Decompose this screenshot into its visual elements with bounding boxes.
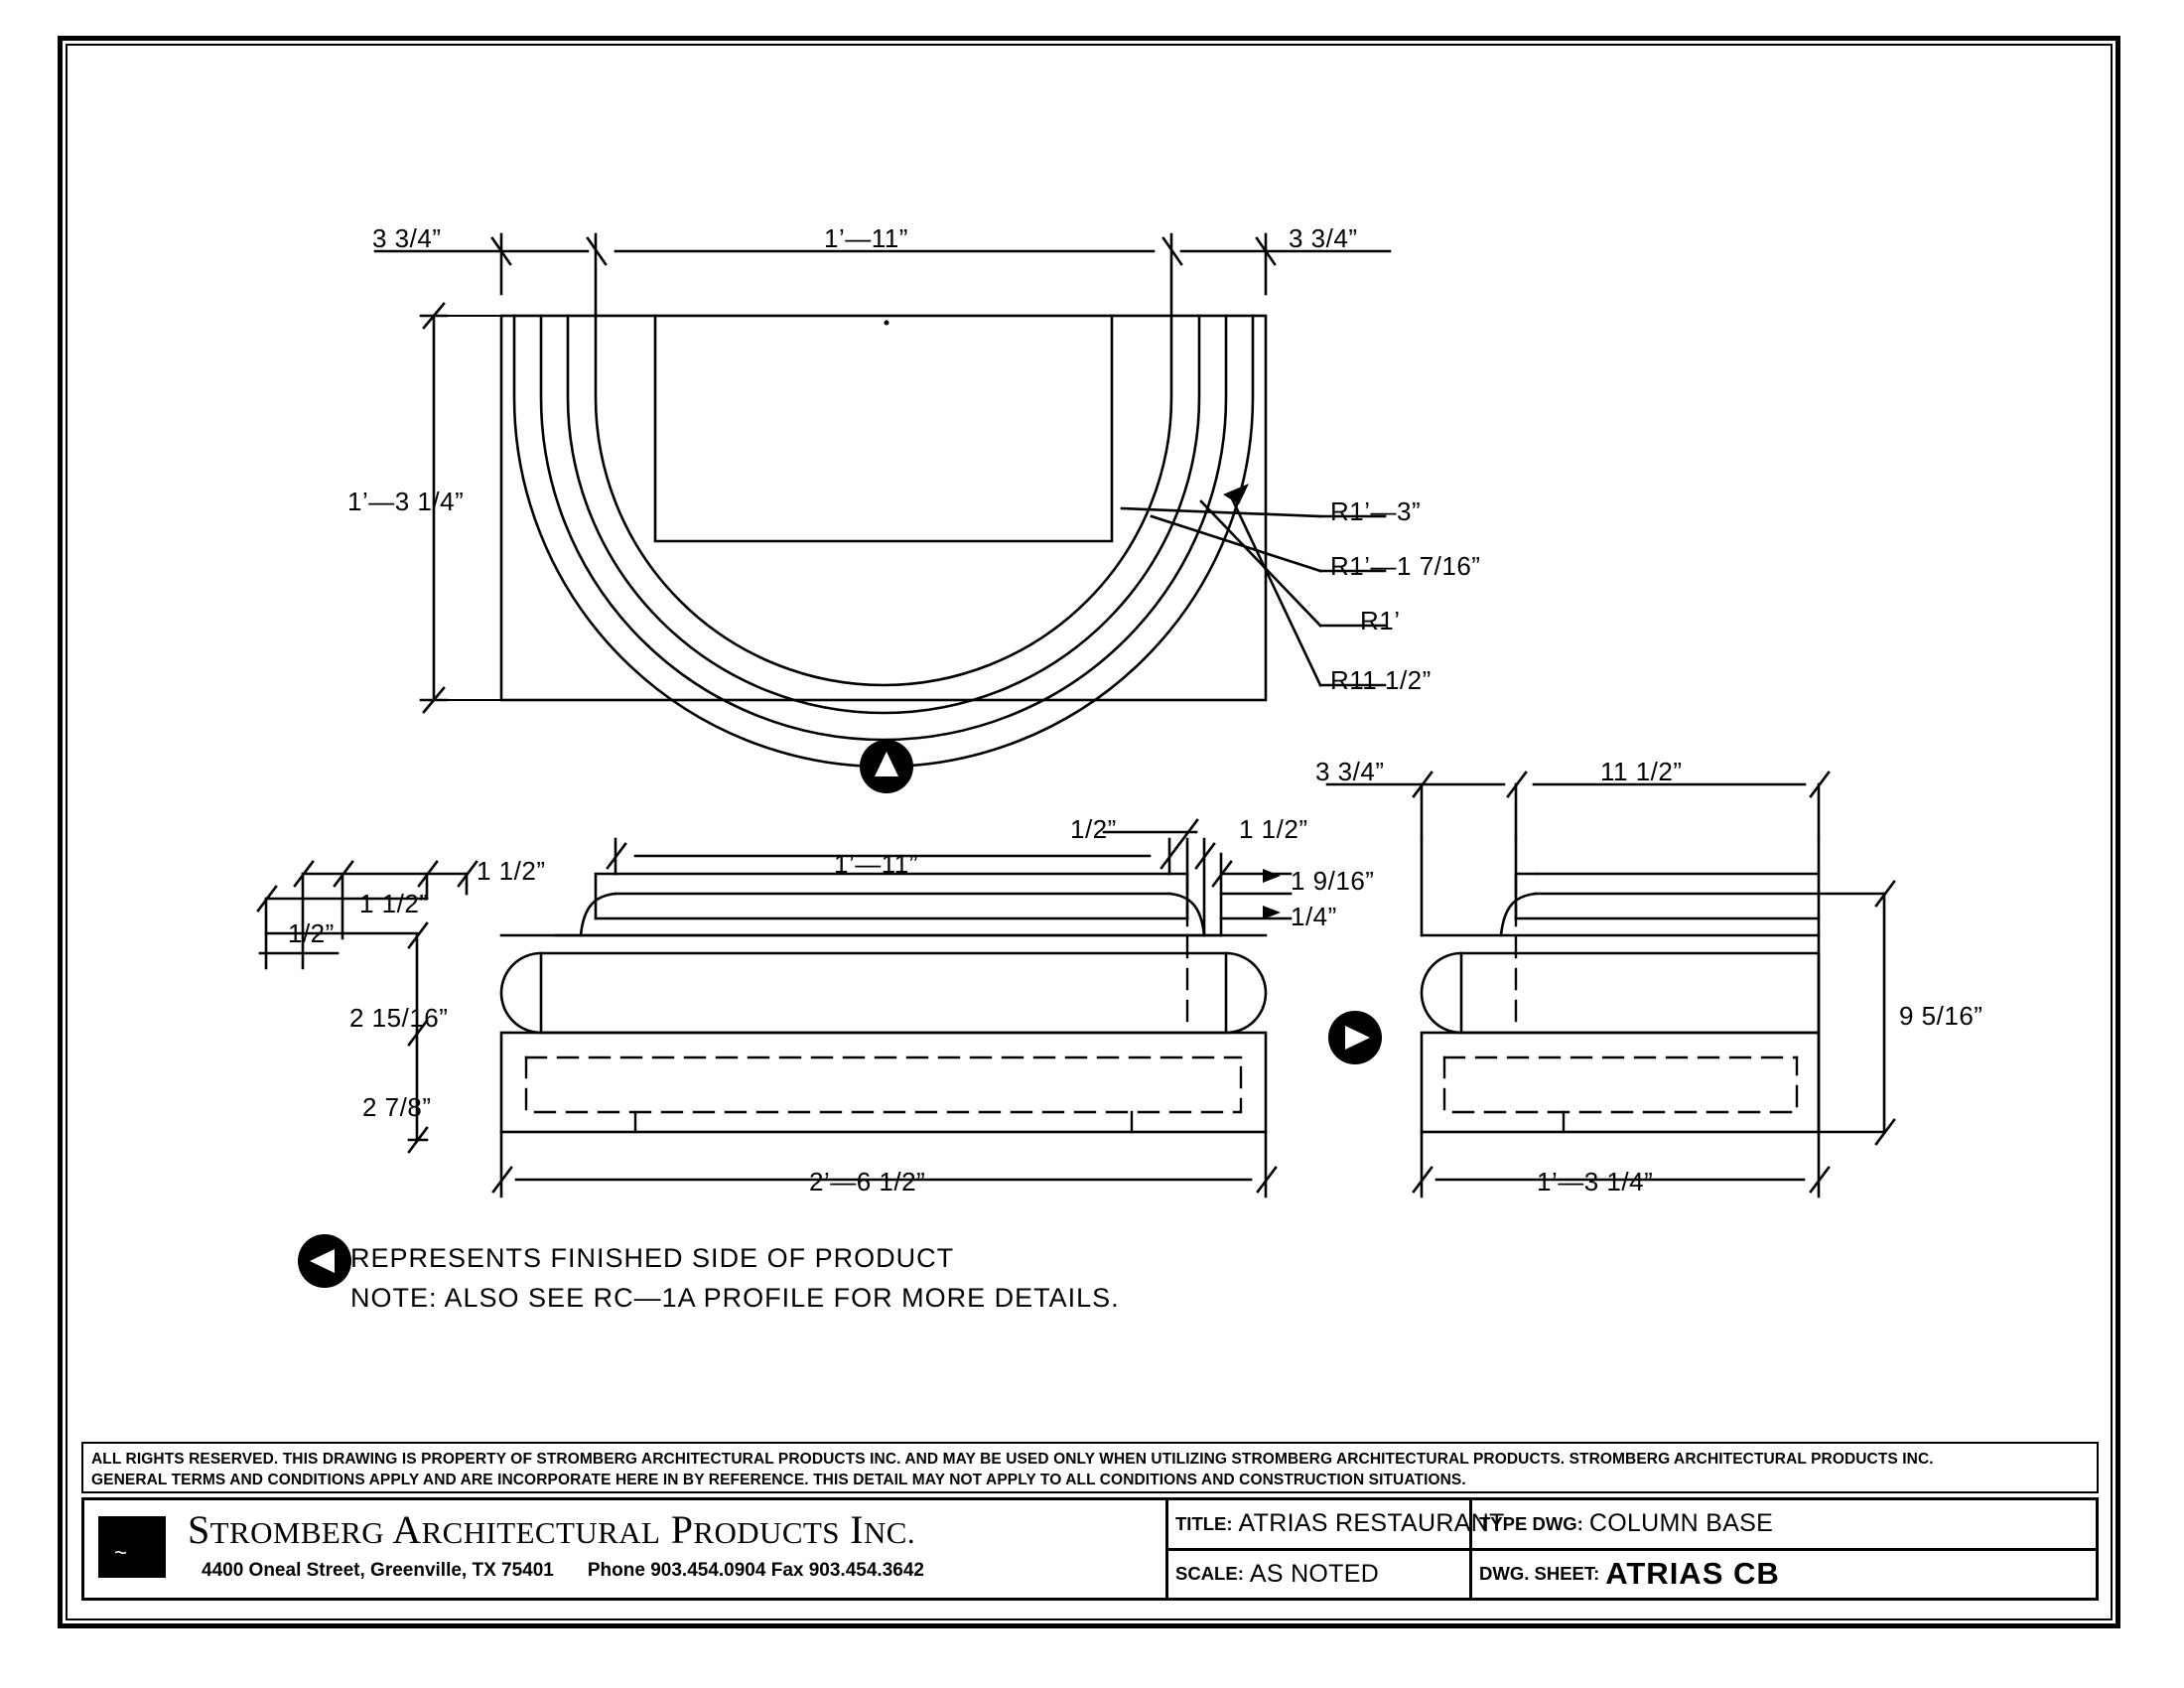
title-block [81, 1497, 2099, 1601]
logo-swoosh-icon: ~ [114, 1540, 127, 1565]
dim-section-top: 11 1/2” [1600, 757, 1683, 786]
dim-plan-width: 1’—11” [824, 223, 908, 253]
dim-section-height: 9 5/16” [1899, 1001, 1983, 1031]
dim-elev-right-a: 1/2” [1070, 814, 1117, 844]
finished-side-symbol-legend [298, 1234, 351, 1288]
dim-section-left-offset: 3 3/4” [1315, 757, 1385, 786]
finished-side-symbol-plan [860, 740, 913, 793]
dim-elev-right-d: 1/4” [1291, 902, 1337, 931]
company-contact [202, 1560, 924, 1582]
legal-line-1: ALL RIGHTS RESERVED. THIS DRAWING IS PROPERTY OF STROMBERG ARCHITECTURAL PRODUCTS INC. AND MAY BE USED ONLY WHEN UTILIZING STROMBERG ARCHITECTURAL PRODUCTS. STROMBERG ARCHITECTURAL PRODUCTS INC. [91, 1451, 1934, 1468]
field-sheet-value: ATRIAS CB [1605, 1556, 1780, 1592]
company-name [188, 1506, 915, 1553]
dim-radius-1: R1’—3” [1330, 496, 1422, 526]
dim-elev-overall-width: 2’—6 1/2” [809, 1167, 926, 1196]
company-name-part-7: I [839, 1507, 865, 1552]
company-name-part-1: S [188, 1507, 210, 1552]
title-block-fields [1168, 1500, 2096, 1598]
field-scale-label: SCALE: [1175, 1563, 1244, 1585]
title-block-row-2 [1168, 1551, 2096, 1599]
company-address: 4400 Oneal Street, Greenville, TX 75401 [202, 1560, 554, 1581]
dim-radius-2: R1’—1 7/16” [1330, 551, 1481, 581]
field-scale-value: AS NOTED [1249, 1559, 1380, 1588]
dim-radius-3: R1’ [1360, 606, 1401, 635]
dim-elev-left-height-b: 2 7/8” [362, 1092, 432, 1122]
dim-elev-small-left-b: 1 1/2” [359, 889, 429, 918]
note-profile-reference: NOTE: ALSO SEE RC—1A PROFILE FOR MORE DETAILS. [350, 1283, 1120, 1313]
dim-elev-right-c: 1 9/16” [1291, 866, 1375, 896]
legal-notice [81, 1442, 2099, 1493]
company-logo [98, 1516, 166, 1578]
company-block [84, 1500, 1168, 1598]
field-sheet [1472, 1551, 2096, 1599]
field-type-label: TYPE DWG: [1479, 1512, 1583, 1534]
company-name-part-6: RODUCTS [693, 1515, 840, 1550]
field-type [1472, 1500, 2096, 1548]
dim-elev-right-b: 1 1/2” [1239, 814, 1308, 844]
finished-side-symbol-elevation [1328, 1011, 1382, 1064]
dim-elev-small-left-a: 1 1/2” [477, 856, 546, 886]
field-scale [1168, 1551, 1472, 1599]
field-sheet-label: DWG. SHEET: [1479, 1563, 1600, 1585]
dim-elev-small-left-c: 1/2” [288, 918, 335, 948]
field-title [1168, 1500, 1505, 1548]
company-name-part-5: P [660, 1507, 694, 1552]
dim-radius-4: R11 1/2” [1330, 665, 1432, 695]
dim-section-bottom: 1’—3 1/4” [1537, 1167, 1654, 1196]
dim-plan-left-offset: 3 3/4” [372, 223, 442, 253]
field-title-label: TITLE: [1175, 1512, 1233, 1534]
company-name-part-4: RCHITECTURAL [421, 1515, 661, 1550]
dim-elev-left-height-a: 2 15/16” [349, 1003, 449, 1033]
legal-line-2: GENERAL TERMS AND CONDITIONS APPLY AND ARE INCORPORATE HERE IN BY REFERENCE. THIS DETAIL MAY NOT APPLY TO ALL CONDITIONS AND CONSTRUCTION SITUATIONS. [91, 1471, 1466, 1488]
field-title-value: ATRIAS RESTAURANT [1238, 1509, 1505, 1538]
dim-plan-height: 1’—3 1/4” [347, 487, 465, 516]
company-phone: Phone 903.454.0904 Fax 903.454.3642 [587, 1560, 924, 1581]
field-type-value: COLUMN BASE [1588, 1509, 1774, 1538]
title-block-row-1 [1168, 1500, 2096, 1551]
company-name-part-2: TROMBERG [209, 1515, 385, 1550]
note-finished-side: REPRESENTS FINISHED SIDE OF PRODUCT [350, 1243, 955, 1273]
dim-plan-right-offset: 3 3/4” [1289, 223, 1358, 253]
dim-elev-top-width: 1’—11” [834, 849, 918, 879]
company-name-part-8: NC. [864, 1515, 916, 1550]
company-name-part-3: A [384, 1507, 422, 1552]
